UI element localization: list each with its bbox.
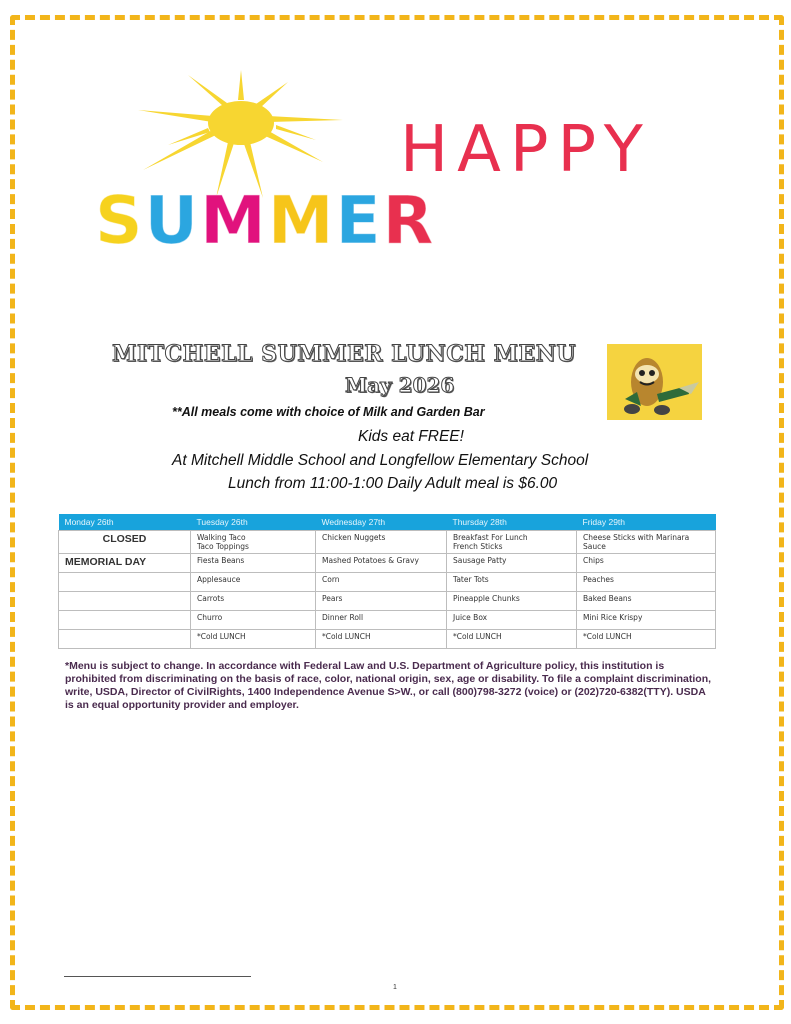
summer-letter: R bbox=[382, 182, 436, 259]
table-cell: *Cold LUNCH bbox=[316, 630, 447, 649]
footnote-separator bbox=[64, 976, 251, 977]
lunch-menu-table bbox=[58, 514, 716, 649]
table-cell: Walking Taco Taco Toppings bbox=[191, 531, 316, 554]
table-cell: *Cold LUNCH bbox=[577, 630, 716, 649]
table-cell: Fiesta Beans bbox=[191, 554, 316, 573]
location-text: At Mitchell Middle School and Longfellow Elementary School bbox=[172, 452, 589, 469]
page-border bbox=[10, 15, 784, 1010]
table-cell bbox=[59, 630, 191, 649]
table-row bbox=[59, 630, 716, 649]
mascot-image bbox=[607, 344, 702, 420]
table-cell: Cheese Sticks with Marinara Sauce bbox=[577, 531, 716, 554]
header-thursday: Thursday 28th bbox=[447, 514, 577, 531]
summer-letter: E bbox=[335, 182, 383, 259]
table-row bbox=[59, 611, 716, 630]
table-cell: Corn bbox=[316, 573, 447, 592]
table-cell: Applesauce bbox=[191, 573, 316, 592]
table-header-row bbox=[59, 514, 716, 531]
summer-letter: S bbox=[95, 182, 145, 259]
header-monday: Monday 26th bbox=[59, 514, 191, 531]
table-cell: CLOSED bbox=[59, 531, 191, 554]
table-row bbox=[59, 531, 716, 554]
table-cell: Breakfast For Lunch French Sticks bbox=[447, 531, 577, 554]
table-cell: Chips bbox=[577, 554, 716, 573]
table-row bbox=[59, 554, 716, 573]
table-cell: Pineapple Chunks bbox=[447, 592, 577, 611]
table-row bbox=[59, 573, 716, 592]
table-cell: Mini Rice Krispy bbox=[577, 611, 716, 630]
table-cell bbox=[59, 573, 191, 592]
lunch-info-text: Lunch from 11:00-1:00 Daily Adult meal is $6.00 bbox=[228, 475, 558, 492]
table-cell: Peaches bbox=[577, 573, 716, 592]
table-cell: Mashed Potatoes & Gravy bbox=[316, 554, 447, 573]
table-cell: Baked Beans bbox=[577, 592, 716, 611]
table-cell: Tater Tots bbox=[447, 573, 577, 592]
table-cell: MEMORIAL DAY bbox=[59, 554, 191, 573]
page-number: 1 bbox=[393, 984, 397, 991]
table-cell: Pears bbox=[316, 592, 447, 611]
summer-heading bbox=[95, 182, 436, 259]
table-cell: Sausage Patty bbox=[447, 554, 577, 573]
summer-letter: U bbox=[144, 182, 201, 259]
table-cell: Churro bbox=[191, 611, 316, 630]
table-cell: Dinner Roll bbox=[316, 611, 447, 630]
table-cell: *Cold LUNCH bbox=[191, 630, 316, 649]
header-tuesday: Tuesday 26th bbox=[191, 514, 316, 531]
summer-letter: M bbox=[200, 182, 268, 259]
table-cell bbox=[59, 611, 191, 630]
meals-note: **All meals come with choice of Milk and Garden Bar bbox=[172, 405, 485, 419]
happy-heading: HAPPY bbox=[400, 113, 652, 187]
table-cell: *Cold LUNCH bbox=[447, 630, 577, 649]
usda-disclaimer: *Menu is subject to change. In accordance with Federal Law and U.S. Department of Agriculture policy, this institution is prohibited from discriminating on the basis of race, color, national origin, sex, age or disability. To file a complaint discrimination, write, USDA, Director of CivilRights, 1400 Independence Avenue S>W., or call (800)798-3272 (voice) or (202)720-6382(TTY). USDA is an equal opportunity provider and employer. bbox=[65, 660, 712, 711]
table-cell: Chicken Nuggets bbox=[316, 531, 447, 554]
summer-letter: M bbox=[267, 182, 336, 259]
table-row bbox=[59, 592, 716, 611]
menu-title: MITCHELL SUMMER LUNCH MENU bbox=[112, 341, 577, 367]
table-cell: Juice Box bbox=[447, 611, 577, 630]
table-cell: Carrots bbox=[191, 592, 316, 611]
kids-free-text: Kids eat FREE! bbox=[358, 428, 464, 445]
header-wednesday: Wednesday 27th bbox=[316, 514, 447, 531]
header-friday: Friday 29th bbox=[577, 514, 716, 531]
table-cell bbox=[59, 592, 191, 611]
menu-month: May 2026 bbox=[345, 373, 455, 397]
